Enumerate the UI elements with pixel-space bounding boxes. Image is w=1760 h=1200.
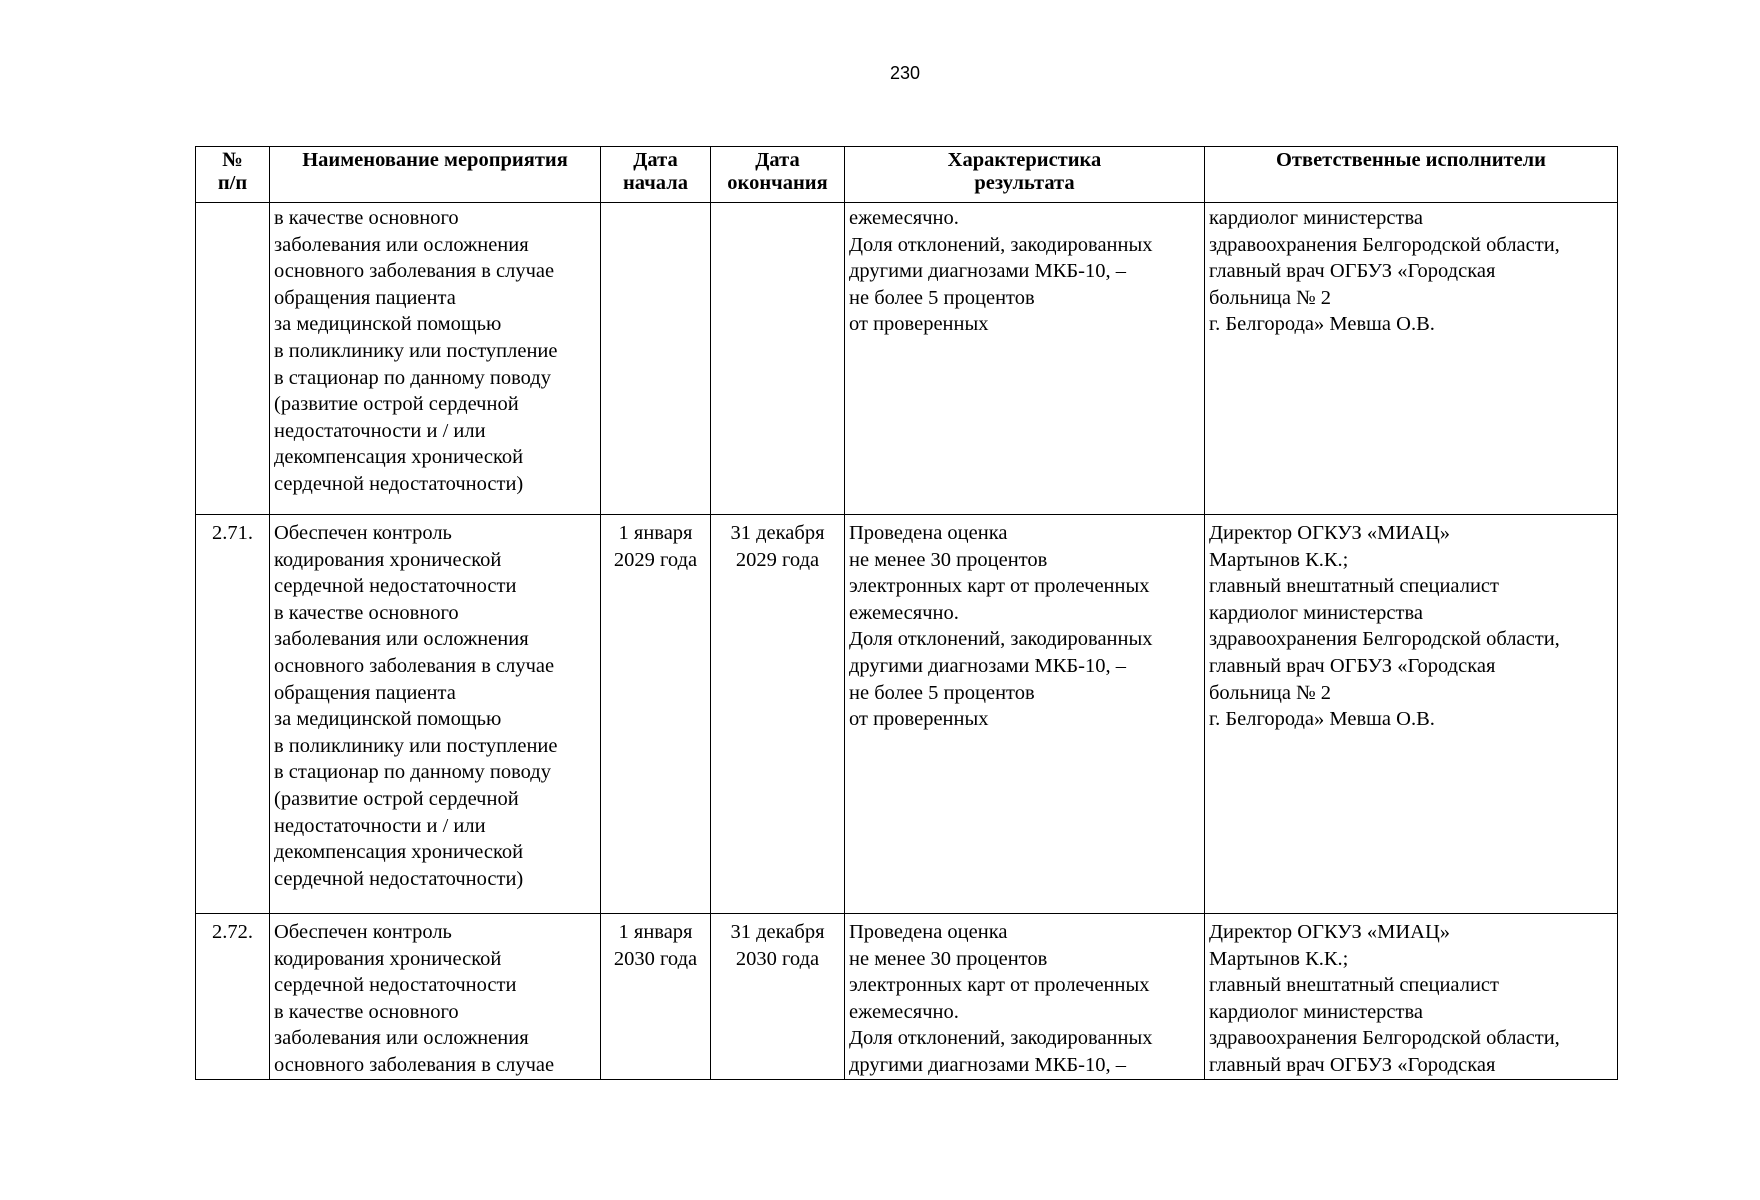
- header-num: № п/п: [196, 147, 270, 203]
- cell-name: Обеспечен контроль кодирования хронической сердечной недостаточности в качестве основного заболевания или осложнения основного заболевания в случае обращения пациента за медицинской помощью в поликлинику или поступление в стационар по данному поводу (развитие острой сердечной недостаточности и / или декомпенсация хронической сердечной недостаточности): [270, 515, 601, 914]
- cell-end-date: 31 декабря 2030 года: [711, 914, 845, 1080]
- cell-num: 2.71.: [196, 515, 270, 914]
- table-header-row: [196, 147, 1618, 203]
- activities-table: [195, 146, 1618, 1080]
- header-result: Характеристика результата: [845, 147, 1205, 203]
- cell-start-date: [601, 203, 711, 515]
- cell-result: ежемесячно. Доля отклонений, закодированных другими диагнозами МКБ-10, – не более 5 процентов от проверенных: [845, 203, 1205, 515]
- cell-responsible: Директор ОГКУЗ «МИАЦ» Мартынов К.К.; главный внештатный специалист кардиолог министерства здравоохранения Белгородской области, главный врач ОГБУЗ «Городская больница № 2 г. Белгорода» Мевша О.В.: [1205, 515, 1618, 914]
- cell-result: Проведена оценка не менее 30 процентов электронных карт от пролеченных ежемесячно. Доля отклонений, закодированных другими диагнозами МКБ-10, – не более 5 процентов от проверенных: [845, 515, 1205, 914]
- cell-name: Обеспечен контроль кодирования хронической сердечной недостаточности в качестве основного заболевания или осложнения основного заболевания в случае: [270, 914, 601, 1080]
- cell-num: [196, 203, 270, 515]
- cell-result: Проведена оценка не менее 30 процентов электронных карт от пролеченных ежемесячно. Доля отклонений, закодированных другими диагнозами МКБ-10, –: [845, 914, 1205, 1080]
- page-number: 230: [889, 63, 921, 83]
- cell-responsible: Директор ОГКУЗ «МИАЦ» Мартынов К.К.; главный внештатный специалист кардиолог министерства здравоохранения Белгородской области, главный врач ОГБУЗ «Городская: [1205, 914, 1618, 1080]
- header-responsible: Ответственные исполнители: [1205, 147, 1618, 203]
- cell-start-date: 1 января 2030 года: [601, 914, 711, 1080]
- table-row: [196, 914, 1618, 1080]
- cell-end-date: 31 декабря 2029 года: [711, 515, 845, 914]
- header-start-date: Дата начала: [601, 147, 711, 203]
- cell-start-date: 1 января 2029 года: [601, 515, 711, 914]
- cell-responsible: кардиолог министерства здравоохранения Белгородской области, главный врач ОГБУЗ «Городская больница № 2 г. Белгорода» Мевша О.В.: [1205, 203, 1618, 515]
- cell-end-date: [711, 203, 845, 515]
- table-row: [196, 515, 1618, 914]
- cell-name: в качестве основного заболевания или осложнения основного заболевания в случае обращения пациента за медицинской помощью в поликлинику или поступление в стационар по данному поводу (развитие острой сердечной недостаточности и / или декомпенсация хронической сердечной недостаточности): [270, 203, 601, 515]
- header-name: Наименование мероприятия: [270, 147, 601, 203]
- header-end-date: Дата окончания: [711, 147, 845, 203]
- cell-num: 2.72.: [196, 914, 270, 1080]
- table-row-continued: [196, 203, 1618, 515]
